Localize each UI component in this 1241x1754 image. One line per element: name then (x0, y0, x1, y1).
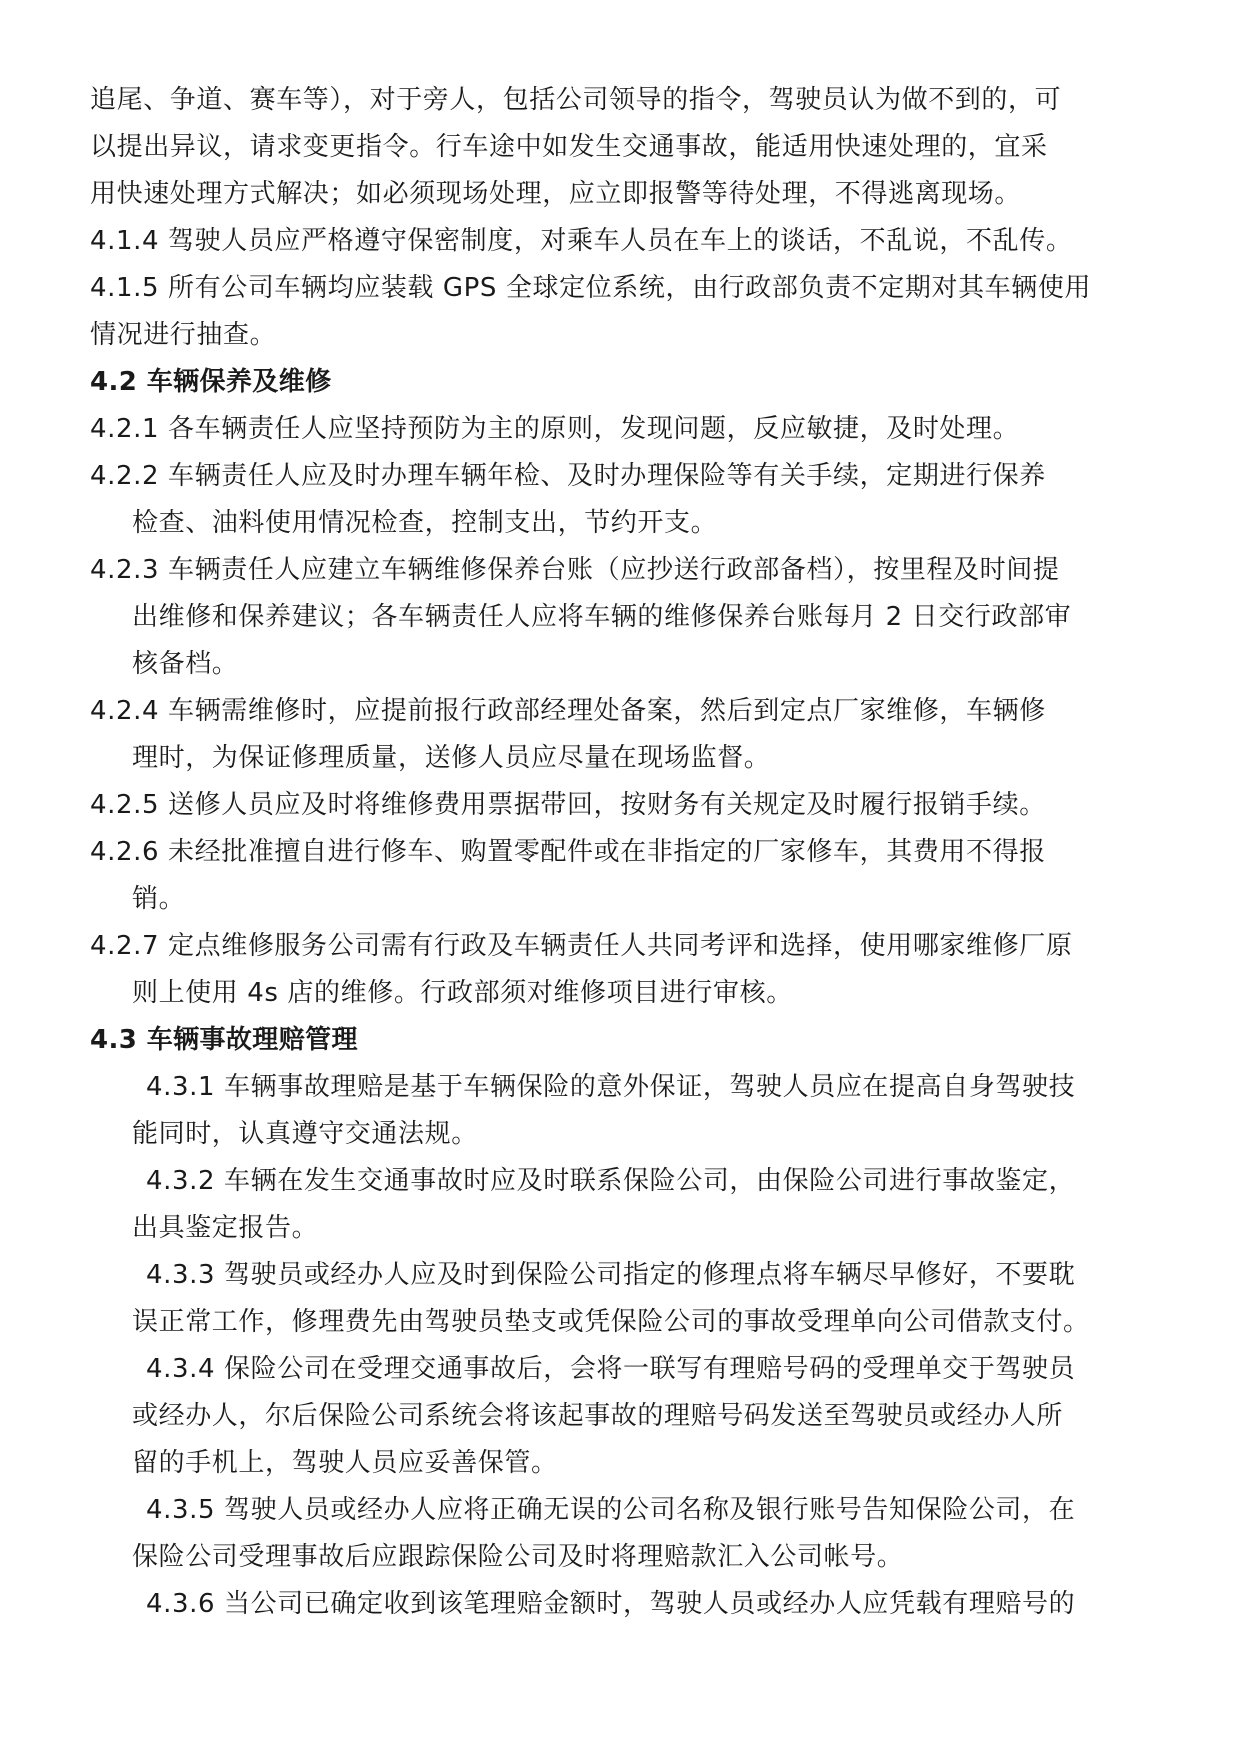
section-heading: 4.3 车辆事故理赔管理 (90, 1025, 358, 1055)
text-line: 情况进行抽查。 (90, 320, 277, 350)
text-line: 理时，为保证修理质量，送修人员应尽量在现场监督。 (132, 743, 771, 773)
text-line: 4.3.1 车辆事故理赔是基于车辆保险的意外保证，驾驶人员应在提高自身驾驶技 (146, 1072, 1076, 1102)
text-line: 4.1.4 驾驶人员应严格遵守保密制度，对乘车人员在车上的谈话，不乱说，不乱传。 (90, 226, 1073, 256)
text-line: 能同时，认真遵守交通法规。 (132, 1119, 478, 1149)
text-line: 用快速处理方式解决；如必须现场处理，应立即报警等待处理，不得逃离现场。 (90, 179, 1022, 209)
text-line: 误正常工作，修理费先由驾驶员垫支或凭保险公司的事故受理单向公司借款支付。 (132, 1307, 1090, 1337)
text-line: 4.2.2 车辆责任人应及时办理车辆年检、及时办理保险等有关手续，定期进行保养 (90, 461, 1046, 491)
text-line: 4.2.1 各车辆责任人应坚持预防为主的原则，发现问题，反应敏捷，及时处理。 (90, 414, 1020, 444)
text-line: 以提出异议，请求变更指令。行车途中如发生交通事故，能适用快速处理的，宜采 (90, 132, 1048, 162)
text-line: 追尾、争道、赛车等），对于旁人，包括公司领导的指令，驾驶员认为做不到的，可 (90, 85, 1062, 115)
text-line: 或经办人，尔后保险公司系统会将该起事故的理赔号码发送至驾驶员或经办人所 (132, 1401, 1064, 1431)
text-line: 留的手机上，驾驶人员应妥善保管。 (132, 1448, 558, 1478)
text-line: 4.3.3 驾驶员或经办人应及时到保险公司指定的修理点将车辆尽早修好，不要耽 (146, 1260, 1076, 1290)
text-line: 4.3.2 车辆在发生交通事故时应及时联系保险公司，由保险公司进行事故鉴定， (146, 1166, 1076, 1196)
text-line: 4.2.4 车辆需维修时，应提前报行政部经理处备案，然后到定点厂家维修，车辆修 (90, 696, 1046, 726)
text-line: 4.3.5 驾驶人员或经办人应将正确无误的公司名称及银行账号告知保险公司，在 (146, 1495, 1076, 1525)
text-line: 4.3.4 保险公司在受理交通事故后，会将一联写有理赔号码的受理单交于驾驶员 (146, 1354, 1076, 1384)
text-line: 4.2.3 车辆责任人应建立车辆维修保养台账（应抄送行政部备档），按里程及时间提 (90, 555, 1060, 585)
text-line: 销。 (132, 884, 186, 914)
section-heading: 4.2 车辆保养及维修 (90, 367, 332, 397)
text-line: 4.1.5 所有公司车辆均应装载 GPS 全球定位系统，由行政部负责不定期对其车辆使用 (90, 273, 1092, 303)
text-line: 核备档。 (132, 649, 239, 679)
text-line: 出维修和保养建议；各车辆责任人应将车辆的维修保养台账每月 2 日交行政部审 (132, 602, 1072, 632)
text-line: 4.2.5 送修人员应及时将维修费用票据带回，按财务有关规定及时履行报销手续。 (90, 790, 1046, 820)
text-line: 4.2.7 定点维修服务公司需有行政及车辆责任人共同考评和选择，使用哪家维修厂原 (90, 931, 1073, 961)
text-line: 保险公司受理事故后应跟踪保险公司及时将理赔款汇入公司帐号。 (132, 1542, 904, 1572)
text-line: 4.3.6 当公司已确定收到该笔理赔金额时，驾驶人员或经办人应凭载有理赔号的 (146, 1589, 1076, 1619)
text-line: 出具鉴定报告。 (132, 1213, 319, 1243)
text-line: 4.2.6 未经批准擅自进行修车、购置零配件或在非指定的厂家修车，其费用不得报 (90, 837, 1046, 867)
text-line: 则上使用 4s 店的维修。行政部须对维修项目进行审核。 (132, 978, 793, 1008)
text-line: 检查、油料使用情况检查，控制支出，节约开支。 (132, 508, 718, 538)
